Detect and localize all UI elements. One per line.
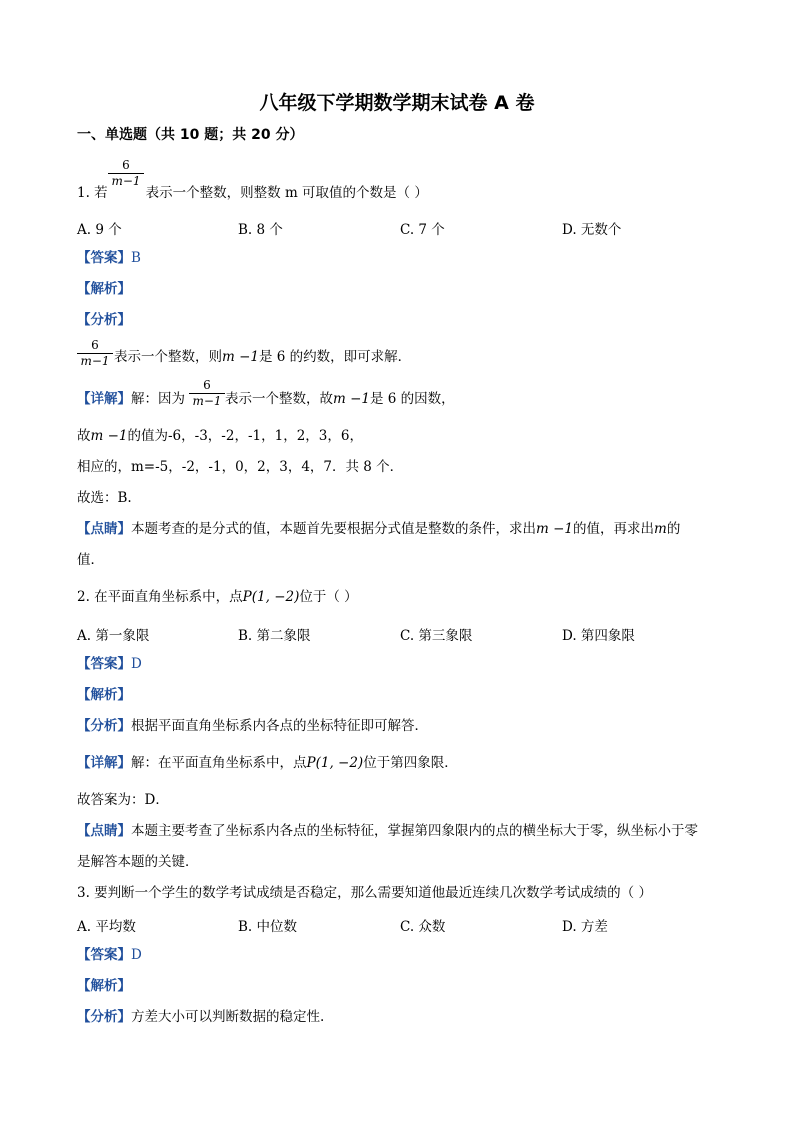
q2-answer: D (131, 656, 142, 672)
comment-tag: 【点睛】 (77, 521, 131, 537)
q1-option-a: A. 9 个 (77, 222, 122, 238)
page-title: 八年级下学期数学期末试卷 A 卷 (259, 92, 535, 114)
fenxi-text: 根据平面直角坐标系内各点的坐标特征即可解答． (131, 718, 428, 734)
q1-option-c: C. 7 个 (400, 222, 445, 238)
detail-text: 解：在平面直角坐标系中，点 (131, 755, 307, 771)
fraction-denominator: m−1 (80, 354, 110, 368)
fraction-numerator: 6 (77, 338, 113, 354)
point-coordinate: P(1, −2) (242, 589, 300, 605)
answer-tag: 【答案】 (77, 947, 131, 963)
fenxi-tag: 【分析】 (77, 312, 131, 328)
q1-corresponding-line: 相应的，m=-5，-2，-1，0，2，3，4，7．共 8 个． (77, 459, 404, 475)
q3-option-d: D. 方差 (562, 919, 608, 935)
values-prefix: 故 (77, 428, 91, 444)
point-coordinate: P(1, −2) (306, 755, 364, 771)
q1-number: 1. 若 (77, 185, 108, 201)
q3-fenxi-line (77, 1008, 324, 1026)
detail-tag: 【详解】 (77, 391, 131, 407)
q1-fenxi-fraction (77, 338, 113, 369)
answer-tag: 【答案】 (77, 656, 131, 672)
fenxi-tag: 【分析】 (77, 718, 131, 734)
fraction-denominator: m−1 (111, 174, 141, 188)
q3-analysis-line (77, 977, 131, 995)
comment-text: 本题考查的是分式的值，本题首先要根据分式值是整数的条件，求出 (131, 521, 536, 537)
q1-comment-line (77, 520, 680, 538)
detail-text-c: 是 6 的因数， (370, 391, 455, 407)
math-expression: m −1 (90, 428, 128, 444)
q1-fenxi-text (114, 348, 411, 366)
detail-tag: 【详解】 (77, 755, 131, 771)
fraction-denominator: m−1 (192, 394, 222, 408)
fenxi-tag: 【分析】 (77, 1009, 131, 1025)
values-list: 的值为-6，-3，-2，-1，1，2，3，6， (127, 428, 363, 444)
fraction-numerator: 6 (189, 378, 225, 394)
detail-text-b: 位于第四象限． (363, 755, 458, 771)
q1-stem-text: 表示一个整数，则整数 m 可取值的个数是（ ） (145, 185, 428, 201)
q1-option-b: B. 8 个 (238, 222, 283, 238)
fraction-numerator: 6 (108, 158, 144, 174)
math-expression: m −1 (333, 391, 370, 407)
detail-text-b: 表示一个整数，故 (225, 391, 333, 407)
math-variable: m (654, 521, 667, 537)
q2-option-d: D. 第四象限 (562, 628, 635, 644)
q2-analysis-line (77, 686, 131, 704)
section-heading: 一、单选题（共 10 题；共 20 分） (77, 127, 304, 143)
comment-text-c: 的 (666, 521, 681, 537)
q2-option-b: B. 第二象限 (238, 628, 311, 644)
q2-answer-line (77, 655, 142, 673)
q3-answer: D (131, 947, 142, 963)
q3-option-b: B. 中位数 (238, 919, 298, 935)
q1-option-d: D. 无数个 (562, 222, 622, 238)
fenxi-text: 方差大小可以判断数据的稳定性. (131, 1009, 325, 1025)
fenxi-text: 表示一个整数，则 (114, 349, 222, 365)
analysis-tag: 【解析】 (77, 978, 131, 994)
q2-option-a: A. 第一象限 (77, 628, 150, 644)
comment-tag: 【点睛】 (77, 823, 131, 839)
analysis-tag: 【解析】 (77, 281, 131, 297)
q2-comment-line (77, 822, 698, 840)
q2-option-c: C. 第三象限 (400, 628, 473, 644)
q2-answer-text-line: 故答案为：D． (77, 792, 169, 808)
math-expression: m −1 (222, 349, 259, 365)
fenxi-text-end: 是 6 的约数，即可求解． (259, 349, 412, 365)
q2-detail-line (77, 754, 458, 772)
comment-text: 本题主要考查了坐标系内各点的坐标特征，掌握第四象限内的点的横坐标大于零，纵坐标小于零 (131, 823, 698, 839)
q2-fenxi-line (77, 717, 428, 735)
detail-text: 解：因为 (131, 391, 185, 407)
q1-choose-line: 故选：B. (77, 490, 132, 506)
q3-answer-line (77, 946, 142, 964)
q1-values-line (77, 427, 363, 445)
q2-stem (77, 588, 358, 606)
q1-answer-line (77, 249, 141, 267)
comment-text-b: 的值，再求出 (573, 521, 654, 537)
q1-fenxi-heading (77, 311, 131, 329)
q2-stem-text: 2. 在平面直角坐标系中，点 (77, 589, 243, 605)
q1-comment-end: 值． (77, 552, 104, 568)
q1-stem (77, 184, 428, 202)
q2-stem-end: 位于（ ） (299, 589, 358, 605)
analysis-tag: 【解析】 (77, 687, 131, 703)
math-expression: m −1 (536, 521, 573, 537)
q1-answer: B (131, 250, 141, 266)
q1-analysis-line (77, 280, 131, 298)
q1-detail-line (77, 390, 455, 408)
q3-option-a: A. 平均数 (77, 919, 136, 935)
q3-stem: 3. 要判断一个学生的数学考试成绩是否稳定，那么需要知道他最近连续几次数学考试成绩的（ ） (77, 885, 652, 901)
answer-tag: 【答案】 (77, 250, 131, 266)
q2-comment-end: 是解答本题的关键． (77, 854, 199, 870)
q3-option-c: C. 众数 (400, 919, 446, 935)
